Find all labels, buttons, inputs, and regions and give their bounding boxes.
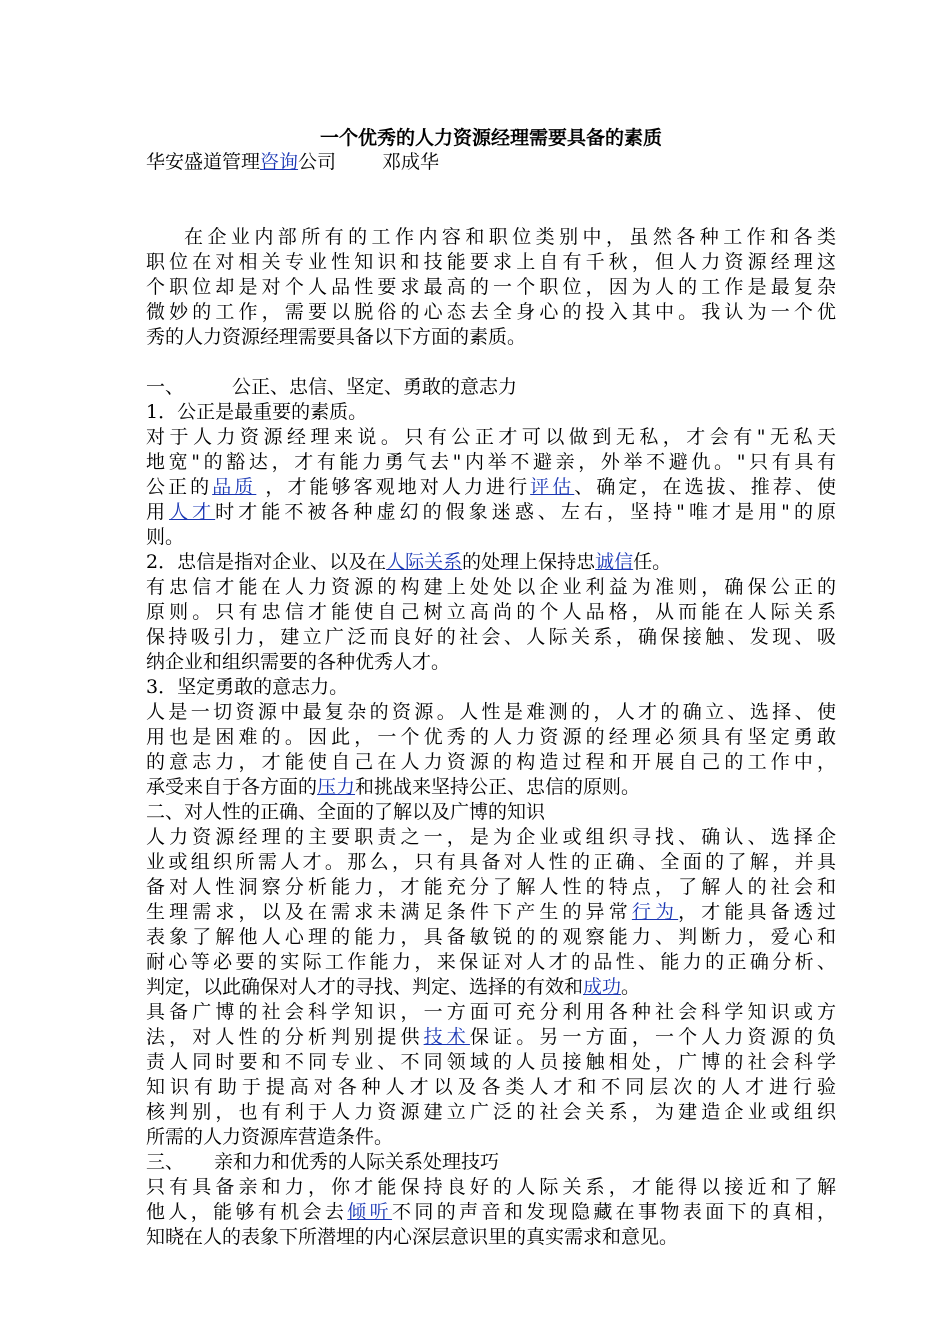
link-technology[interactable]: 技术 [423, 1026, 470, 1048]
text-run: 生理需求，以及在需求未满足条件下产生的异常 [146, 901, 632, 923]
link-quality[interactable]: 品质 [212, 476, 257, 498]
text-run: ，才能具备透过 [678, 901, 836, 923]
body-line [146, 1025, 836, 1050]
link-talent[interactable]: 人才 [169, 501, 216, 523]
intro-line: 个职位却是对个人品性要求最高的一个职位，因为人的工作是最复杂 [146, 276, 836, 298]
text-run: 的处理上保持忠 [462, 551, 596, 573]
text-run: 用 [146, 501, 170, 523]
body-line: 只有具备亲和力，你才能保持良好的人际关系，才能得以接近和了解 [146, 1176, 836, 1198]
link-integrity[interactable]: 诚信 [595, 551, 634, 573]
byline-org-prefix: 华安盛道管理 [146, 151, 261, 173]
section-2-heading: 二、对人性的正确、全面的了解以及广博的知识 [146, 801, 546, 823]
text-run: 、确定，在选拔、推荐、使 [574, 476, 836, 498]
section-1-heading [146, 375, 836, 400]
text-run: 不同的声音和发现隐藏在事物表面下的真相， [392, 1201, 836, 1223]
body-line: 人力资源经理的主要职责之一，是为企业或组织寻找、确认、选择企 [146, 826, 836, 848]
section-3-heading [146, 1150, 836, 1175]
body-line: 具备广博的社会科学知识，一方面可充分利用各种社会科学知识或方 [146, 1001, 836, 1023]
body-line: 则。 [146, 526, 185, 548]
text-run: ，才能够客观地对人力进行 [256, 476, 531, 498]
text-run: 2．忠信是指对企业、以及在 [146, 551, 387, 573]
body-line: 有忠信才能在人力资源的构建上处处以企业利益为准则，确保公正的 [146, 576, 836, 598]
body-line: 所需的人力资源库营造条件。 [146, 1126, 394, 1148]
body-line: 人是一切资源中最复杂的资源。人性是难测的，人才的确立、选择、使 [146, 701, 836, 723]
body-line [146, 475, 836, 500]
body-line: 知识有助于提高对各种人才以及各类人才和不同层次的人才进行验 [146, 1076, 836, 1098]
body-line: 地宽"的豁达，才有能力勇气去"内举不避亲，外举不避仇。"只有具有 [146, 451, 836, 473]
point-1-title: 1．公正是最重要的素质。 [146, 401, 368, 423]
body-line: 业或组织所需人才。那么，只有具备对人性的正确、全面的了解，并具 [146, 851, 836, 873]
link-interpersonal[interactable]: 人际关系 [386, 551, 463, 573]
text-run: 。 [621, 976, 641, 998]
text-run: 公正的 [146, 476, 213, 498]
text-run: 他人，能够有机会去 [146, 1201, 348, 1223]
section-1-number: 一、 [146, 376, 185, 398]
document-title: 一个优秀的人力资源经理需要具备的素质 [319, 127, 662, 149]
intro-line: 职位在对相关专业性知识和技能要求上自有千秋，但人力资源经理这 [146, 251, 836, 273]
body-line [146, 775, 836, 800]
link-behavior[interactable]: 行为 [631, 901, 679, 923]
body-line: 核判别，也有利于人力资源建立广泛的社会关系，为建造企业或组织 [146, 1101, 836, 1123]
text-run: 判定，以此确保对人才的寻找、判定、选择的有效和 [146, 976, 584, 998]
text-run: 时才能不被各种虚幻的假象迷惑、左右，坚持"唯才是用"的原 [215, 501, 836, 523]
byline-author: 邓成华 [382, 151, 440, 173]
intro-line: 秀的人力资源经理需要具备以下方面的素质。 [146, 326, 527, 348]
byline [146, 150, 836, 175]
section-1-title: 公正、忠信、坚定、勇敢的意志力 [232, 376, 518, 398]
point-2-title [146, 550, 836, 575]
text-run: 和挑战来坚持公正、忠信的原则。 [355, 776, 641, 798]
link-success[interactable]: 成功 [583, 976, 622, 998]
body-line: 备对人性洞察分析能力，才能充分了解人性的特点，了解人的社会和 [146, 876, 836, 898]
section-3-number: 三、 [146, 1151, 185, 1173]
intro-line: 微妙的工作，需要以脱俗的心态去全身心的投入其中。我认为一个优 [146, 301, 836, 323]
body-line [146, 975, 836, 1000]
byline-org-suffix: 公司 [298, 151, 337, 173]
body-line: 的意志力，才能使自己在人力资源的构造过程和开展自己的工作中， [146, 751, 836, 773]
body-line: 表象了解他人心理的能力，具备敏锐的的观察能力、判断力，爱心和 [146, 926, 836, 948]
text-run: 保证。另一方面，一个人力资源的负 [469, 1026, 836, 1048]
body-line: 知晓在人的表象下所潜埋的内心深层意识里的真实需求和意见。 [146, 1226, 679, 1248]
body-line: 责人同时要和不同专业、不同领域的人员接触相处，广博的社会科学 [146, 1051, 836, 1073]
body-line: 纳企业和组织需要的各种优秀人才。 [146, 651, 451, 673]
point-3-title: 3．坚定勇敢的意志力。 [146, 676, 349, 698]
body-line: 原则。只有忠信才能使自己树立高尚的个人品格，从而能在人际关系 [146, 601, 836, 623]
link-pressure[interactable]: 压力 [317, 776, 356, 798]
text-run: 承受来自于各方面的 [146, 776, 318, 798]
text-run: 任。 [633, 551, 672, 573]
body-line [146, 1200, 836, 1225]
text-run: 法，对人性的分析判别提供 [146, 1026, 424, 1048]
body-line: 对于人力资源经理来说。只有公正才可以做到无私，才会有"无私天 [146, 426, 836, 448]
body-line [146, 500, 836, 525]
section-3-title: 亲和力和优秀的人际关系处理技巧 [214, 1151, 500, 1173]
link-assessment[interactable]: 评估 [530, 476, 575, 498]
document-page [146, 126, 836, 1250]
body-line: 保持吸引力，建立广泛而良好的社会、人际关系，确保接触、发现、吸 [146, 626, 836, 648]
body-line: 用也是困难的。因此，一个优秀的人力资源的经理必须具有坚定勇敢 [146, 726, 836, 748]
body-line [146, 900, 836, 925]
link-consulting[interactable]: 咨询 [260, 151, 299, 173]
link-listen[interactable]: 倾听 [347, 1201, 393, 1223]
body-line: 耐心等必要的实际工作能力，来保证对人才的品性、能力的正确分析、 [146, 951, 836, 973]
intro-line: 在企业内部所有的工作内容和职位类别中，虽然各种工作和各类 [184, 226, 836, 248]
